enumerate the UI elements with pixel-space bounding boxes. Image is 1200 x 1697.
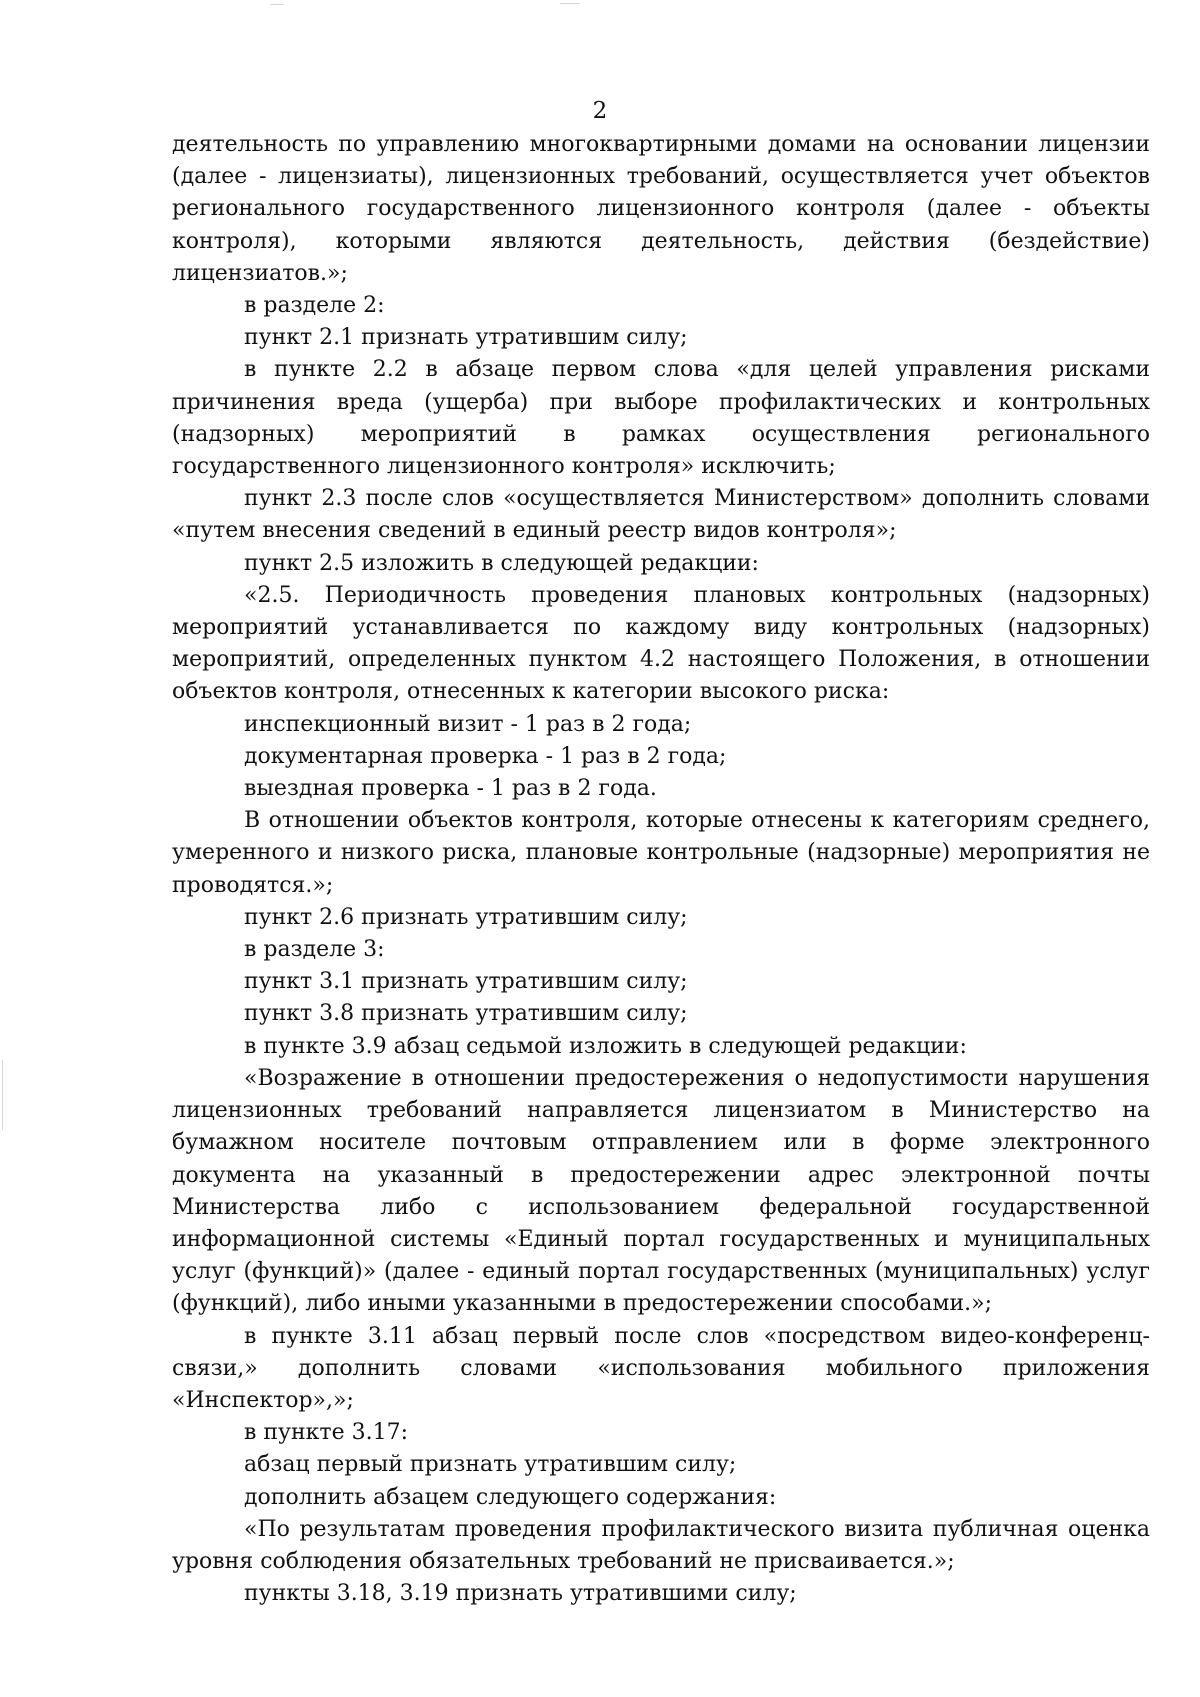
paragraph: в пункте 2.2 в абзаце первом слова «для целей управления рисками причинения вреда (ущерба) при выборе профилактических и контрольных (надзорных) мероприятий в рамках осуществления регионального государственного лицензионного контроля» исключить;	[172, 357, 1150, 480]
paragraph: абзац первый признать утратившим силу;	[244, 1452, 737, 1478]
scan-artifact	[270, 4, 284, 5]
paragraph: в пункте 3.9 абзац седьмой изложить в следующей редакции:	[244, 1033, 967, 1059]
paragraph: пункт 3.8 признать утратившим силу;	[244, 1001, 688, 1027]
paragraph: в разделе 3:	[244, 937, 385, 963]
paragraph: в разделе 2:	[244, 293, 385, 319]
paragraph: пункт 3.1 признать утратившим силу;	[244, 969, 688, 995]
paragraph: документарная проверка - 1 раз в 2 года;	[244, 743, 727, 769]
paragraph: «Возражение в отношении предостережения о недопустимости нарушения лицензионных требований направляется лицензиатом в Министерство на бумажном носителе почтовым отправлением или в форме электронного документа на указанный в предостережении адрес электронной почты Министерства либо с использованием федеральной государственной информационной системы «Единый портал государственных и муниципальных услуг (функций)» (далее - единый портал государственных (муниципальных) услуг (функций), либо иными указанными в предостережении способами.»;	[172, 1065, 1150, 1317]
paragraph: деятельность по управлению многоквартирными домами на основании лицензии (далее - лицензиаты), лицензионных требований, осуществляется учет объектов регионального государственного лицензионного контроля (далее - объекты контроля), которыми являются деятельность, действия (бездействие) лицензиатов.»;	[172, 132, 1150, 286]
paragraph: в пункте 3.17:	[244, 1420, 408, 1446]
paragraph: пункты 3.18, 3.19 признать утратившими силу;	[244, 1581, 797, 1607]
scan-artifact	[2, 1060, 3, 1130]
paragraph: пункт 2.5 изложить в следующей редакции:	[244, 550, 759, 576]
paragraph: в пункте 3.11 абзац первый после слов «посредством видео-конференц-связи,» дополнить словами «использования мобильного приложения «Инспектор»,»;	[172, 1323, 1150, 1413]
paragraph: «2.5. Периодичность проведения плановых контрольных (надзорных) мероприятий устанавливается по каждому виду контрольных (надзорных) мероприятий, определенных пунктом 4.2 настоящего Положения, в отношении объектов контроля, отнесенных к категории высокого риска:	[172, 582, 1150, 705]
paragraph: В отношении объектов контроля, которые отнесены к категориям среднего, умеренного и низкого риска, плановые контрольные (надзорные) мероприятия не проводятся.»;	[172, 808, 1150, 898]
paragraph: дополнить абзацем следующего содержания:	[244, 1484, 777, 1510]
paragraph: выездная проверка - 1 раз в 2 года.	[244, 776, 657, 802]
paragraph: пункт 2.6 признать утратившим силу;	[244, 904, 688, 930]
paragraph: «По результатам проведения профилактического визита публичная оценка уровня соблюдения обязательных требований не присваивается.»;	[172, 1516, 1150, 1574]
paragraph: пункт 2.3 после слов «осуществляется Министерством» дополнить словами «путем внесения сведений в единый реестр видов контроля»;	[172, 486, 1150, 544]
paragraph: пункт 2.1 признать утратившим силу;	[244, 325, 688, 351]
scan-artifact	[560, 3, 580, 4]
page-number: 2	[592, 98, 608, 124]
paragraph: инспекционный визит - 1 раз в 2 года;	[244, 711, 692, 737]
document-body	[172, 129, 1150, 1610]
